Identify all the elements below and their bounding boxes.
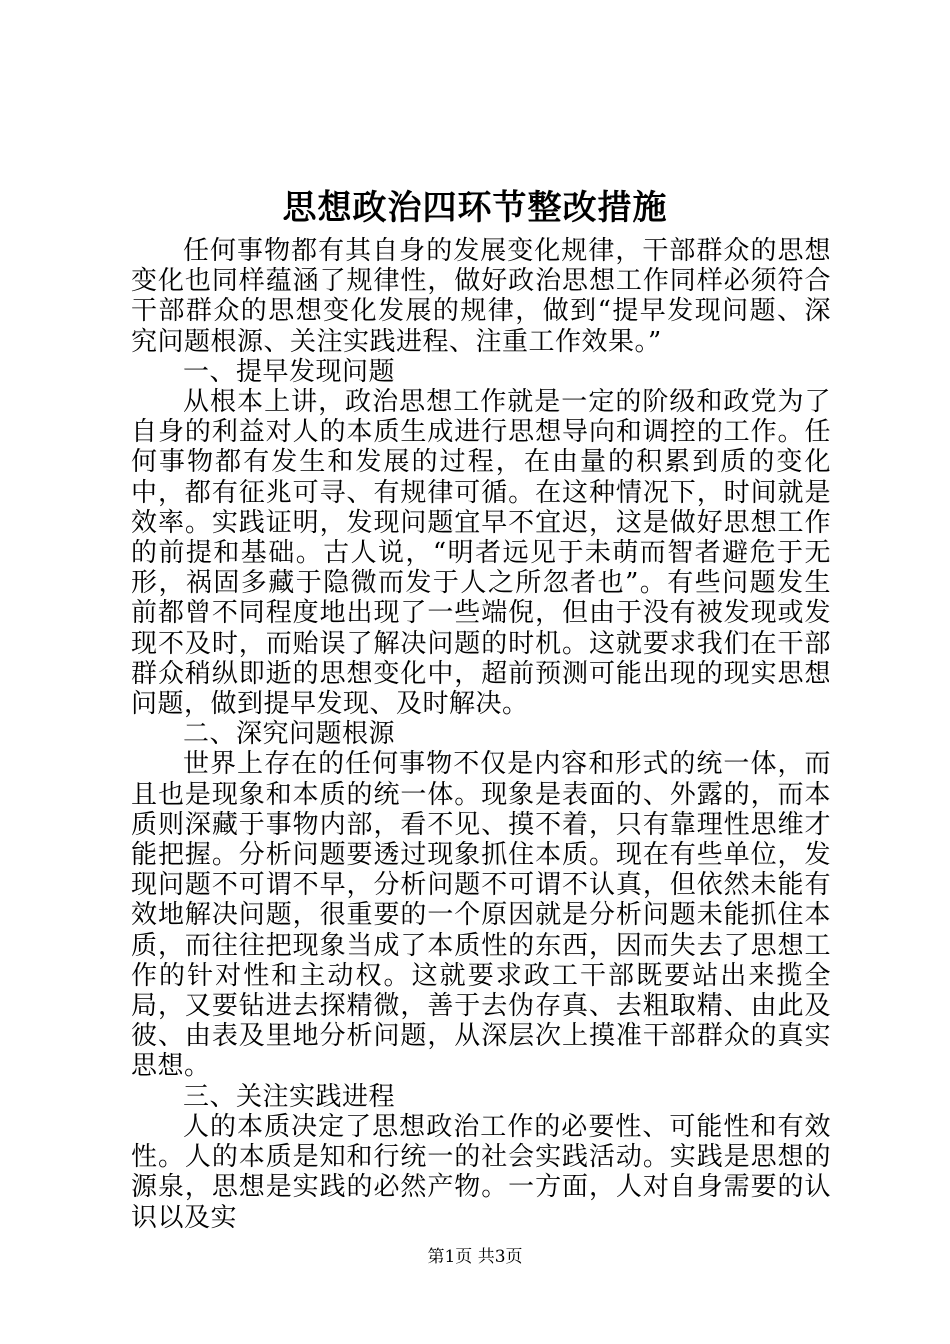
page-footer: 第1页 共3页: [427, 1247, 523, 1267]
intro-paragraph: 任何事物都有其自身的发展变化规律，干部群众的思想变化也同样蕴涵了规律性，做好政治思想工作同样必须符合干部群众的思想变化发展的规律，做到“提早发现问题、深究问题根源、关注实践进程、注重工作效果。”: [131, 236, 831, 357]
section-heading-1: 一、提早发现问题: [183, 356, 396, 387]
section-heading-2: 二、深究问题根源: [183, 719, 396, 750]
document-title: 思想政治四环节整改措施: [282, 188, 668, 228]
section-heading-3: 三、关注实践进程: [183, 1081, 396, 1112]
section-body-2: 世界上存在的任何事物不仅是内容和形式的统一体，而且也是现象和本质的统一体。现象是表面的、外露的，而本质则深藏于事物内部，看不见、摸不着，只有靠理性思维才能把握。分析问题要透过现象抓住本质。现在有些单位，发现问题不可谓不早，分析问题不可谓不认真，但依然未能有效地解决问题，很重要的一个原因就是分析问题未能抓住本质，而往往把现象当成了本质性的东西，因而失去了思想工作的针对性和主动权。这就要求政工干部既要站出来揽全局，又要钻进去探精微，善于去伪存真、去粗取精、由此及彼、由表及里地分析问题，从深层次上摸准干部群众的真实思想。: [131, 749, 831, 1082]
section-body-1: 从根本上讲，政治思想工作就是一定的阶级和政党为了自身的利益对人的本质生成进行思想导向和调控的工作。任何事物都有发生和发展的过程，在由量的积累到质的变化中，都有征兆可寻、有规律可循。在这种情况下，时间就是效率。实践证明，发现问题宜早不宜迟，这是做好思想工作的前提和基础。古人说，“明者远见于未萌而智者避危于无形，祸固多藏于隐微而发于人之所忽者也”。有些问题发生前都曾不同程度地出现了一些端倪，但由于没有被发现或发现不及时，而贻误了解决问题的时机。这就要求我们在干部群众稍纵即逝的思想变化中，超前预测可能出现的现实思想问题，做到提早发现、及时解决。: [131, 387, 831, 720]
section-body-3: 人的本质决定了思想政治工作的必要性、可能性和有效性。人的本质是知和行统一的社会实践活动。实践是思想的源泉，思想是实践的必然产物。一方面，人对自身需要的认识以及实: [131, 1111, 831, 1233]
document-body: [131, 236, 831, 1233]
